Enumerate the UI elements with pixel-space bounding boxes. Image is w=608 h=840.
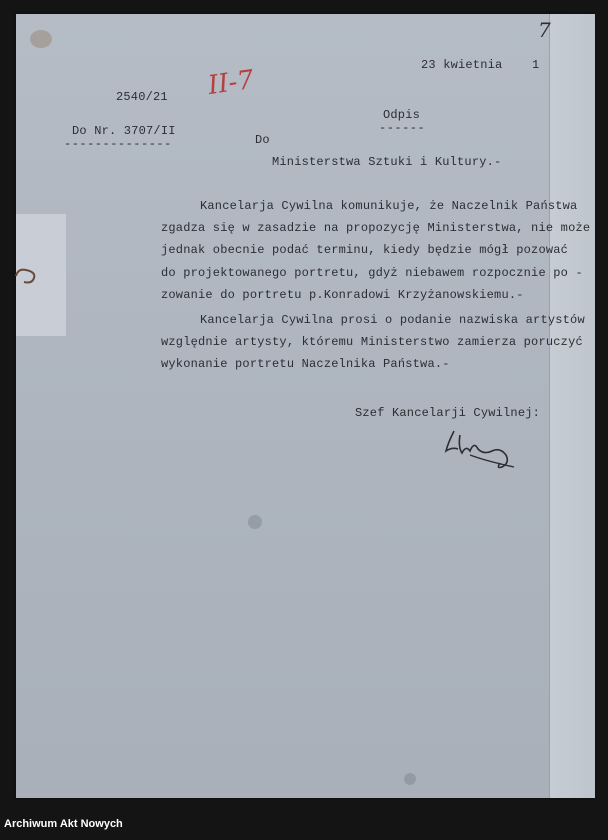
handwritten-signature bbox=[440, 425, 524, 475]
red-annotation: II-7 bbox=[206, 64, 256, 102]
body-line: Kancelarja Cywilna prosi o podanie nazwiska artystów bbox=[200, 313, 585, 327]
paper-edge-strip bbox=[549, 14, 595, 798]
paper-clip-icon bbox=[14, 262, 42, 290]
stain bbox=[404, 773, 416, 785]
reference-number: 2540/21 bbox=[116, 90, 168, 104]
to-number: Do Nr. 3707/II bbox=[72, 124, 176, 138]
copy-underline: ------ bbox=[379, 121, 426, 135]
stain bbox=[248, 515, 262, 529]
stain bbox=[30, 30, 52, 48]
archive-footer: Archiwum Akt Nowych bbox=[4, 818, 123, 830]
body-line: do projektowanego portretu, gdyż niebawem rozpocznie po - bbox=[161, 266, 583, 280]
signature-title: Szef Kancelarji Cywilnej: bbox=[355, 406, 541, 420]
body-line: względnie artysty, któremu Ministerstwo zamierza poruczyć bbox=[161, 335, 583, 349]
body-line: zgadza się w zasadzie na propozycję Ministerstwa, nie może bbox=[161, 221, 591, 235]
body-line: Kancelarja Cywilna komunikuje, że Naczelnik Państwa bbox=[200, 199, 578, 213]
date-suffix: 1 bbox=[532, 58, 540, 72]
copy-label: Odpis bbox=[383, 108, 421, 122]
body-line: jednak obecnie podać terminu, kiedy będzie mógł pozować bbox=[161, 243, 569, 257]
addressee-to: Do bbox=[255, 133, 270, 147]
date: 23 kwietnia bbox=[421, 58, 503, 72]
handwritten-page-number: 7 bbox=[538, 18, 551, 42]
to-number-underline: -------------- bbox=[64, 137, 172, 151]
addressee-name: Ministerstwa Sztuki i Kultury.- bbox=[272, 155, 502, 169]
body-line: wykonanie portretu Naczelnika Państwa.- bbox=[161, 357, 450, 371]
body-line: zowanie do portretu p.Konradowi Krzyżanowskiemu.- bbox=[161, 288, 524, 302]
